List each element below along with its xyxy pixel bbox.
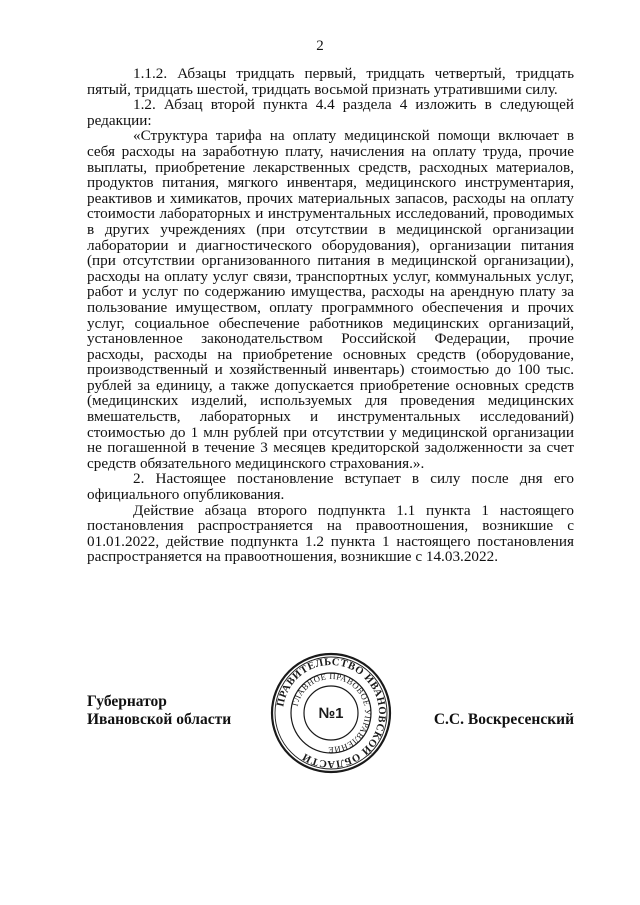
signatory-title [87, 693, 231, 729]
paragraph-retroactive-action: Действие абзаца второго подпункта 1.1 пункта 1 настоящего постановления распространяется на правоотношения, возникшие с 01.01.2022, действие подпункта 1.2 пункта 1 настоящего постановления распространяется на правоотношения, возникшие с 14.03.2022. [87, 501, 574, 566]
seal-graphic [269, 651, 393, 775]
paragraph-1-1-2: 1.1.2. Абзацы тридцать первый, тридцать четвертый, тридцать пятый, тридцать шестой, тридцать восьмой признать утратившими силу. [87, 65, 574, 98]
signature-block [87, 656, 574, 811]
signatory-name: С.С. Воскресенский [433, 711, 574, 728]
paragraph-tariff-structure: «Структура тарифа на оплату медицинской помощи включает в себя расходы на заработную плату, начисления на оплату труда, прочие выплаты, приобретение лекарственных средств, расходных материалов, продуктов питания, мягкого инвентаря, медицинского инструментария, реактивов и химикатов, прочих материальных запасов, расходы на оплату стоимости лабораторных и инструментальных исследований, проводимых в других учреждениях (при отсутствии в медицинской организации лаборатории и диагностического оборудования), организации питания (при отсутствии организованного питания в медицинской организации), расходы на оплату услуг связи, транспортных услуг, коммунальных услуг, работ и услуг по содержанию имущества, расходы на арендную плату за пользование имуществом, оплату программного обеспечения и прочих услуг, социальное обеспечение работников медицинских организаций, установленное законодательством Российской Федерации, прочие расходы, расходы на приобретение основных средств (оборудование, производственный и хозяйственный инвентарь) стоимостью до 100 тыс. рублей за единицу, а также допускается приобретение основных средств (медицинских изделий, используемых для проведения медицинских вмешательств, лабораторных и инструментальных исследований) стоимостью до 1 млн рублей при отсутствии у медицинской организации не погашенной в течение 3 месяцев кредиторской задолженности за счет средств обязательного медицинского страхования.». [87, 127, 574, 472]
seal-inner-text: ГЛАВНОЕ ПРАВОВОЕ УПРАВЛЕНИЕ [289, 670, 374, 756]
paragraph-2-effective-date: 2. Настоящее постановление вступает в силу после дня его официального опубликования. [87, 470, 574, 504]
page-number: 2 [316, 38, 324, 54]
seal-outer-text: ПРАВИТЕЛЬСТВО ИВАНОВСКОЙ ОБЛАСТИ [275, 656, 388, 770]
official-seal-stamp [269, 651, 393, 775]
paragraph-1-2: 1.2. Абзац второй пункта 4.4 раздела 4 изложить в следующей редакции: [87, 96, 574, 129]
signatory-title-line-2: Ивановской области [87, 711, 232, 728]
document-body [87, 66, 574, 565]
seal-number: №1 [318, 705, 344, 722]
signatory-title-line-1: Губернатор [87, 693, 167, 710]
